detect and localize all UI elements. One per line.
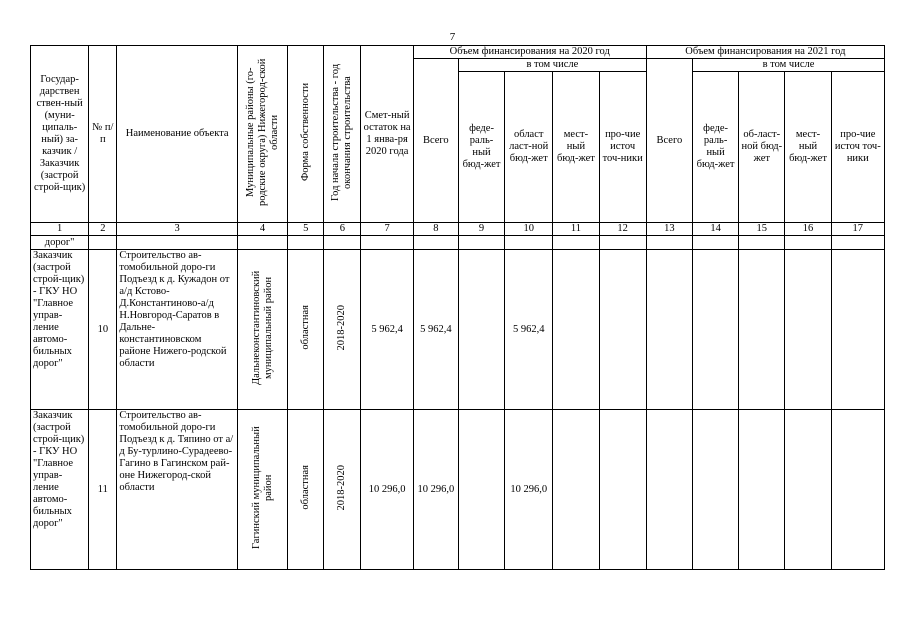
header-regional-2021: об-ласт-ной бюд-жет [739, 72, 785, 223]
header-row-top [31, 46, 885, 59]
header-federal-2020: феде-раль-ный бюд-жет [458, 72, 504, 223]
financing-table [30, 45, 885, 570]
header-district: Муниципальные районы (го-родские округа) Нижегород-ской области [237, 46, 287, 223]
row-estimate: 10 296,0 [361, 410, 413, 570]
header-customer: Государ-дарствен ствен-ный (муни-ципаль-ный) за-казчик / Заказчик (застрой строй-щик) [31, 46, 89, 223]
header-incl-2021: в том числе [692, 59, 884, 72]
row-district: Гагинский муниципальный район [237, 410, 287, 570]
row-num: 11 [89, 410, 117, 570]
table-row [31, 250, 885, 410]
col-number: 9 [458, 223, 504, 236]
row-customer: Заказчик (застрой строй-щик) - ГКУ НО "Главное управ-ление автомо-бильных дорог" [31, 250, 89, 410]
col-number: 2 [89, 223, 117, 236]
header-ownership: Форма собственности [288, 46, 324, 223]
header-fin-2020: Объем финансирования на 2020 год [413, 46, 646, 59]
row-object: Строительство ав-томобильной доро-ги Подъезд к д. Кужадон от а/д Кстово-Д.Константиново-а/д Н.Новгород-Саратов в Дальне-константиновском районе Нижего-родской области [117, 250, 238, 410]
col-number: 15 [739, 223, 785, 236]
header-num: № п/п [89, 46, 117, 223]
col-number: 13 [646, 223, 692, 236]
header-other-2020: про-чие источ точ-ники [599, 72, 646, 223]
header-other-2021: про-чие источ точ-ники [831, 72, 884, 223]
header-federal-2021: феде-раль-ный бюд-жет [692, 72, 738, 223]
row-years: 2018-2020 [324, 250, 361, 410]
col-number: 7 [361, 223, 413, 236]
header-local-2020: мест-ный бюд-жет [553, 72, 599, 223]
row-num: 10 [89, 250, 117, 410]
col-number: 8 [413, 223, 458, 236]
row-ownership: областная [288, 250, 324, 410]
col-number: 4 [237, 223, 287, 236]
row-object: Строительство ав-томобильной доро-ги Подъезд к д. Тяпино от а/д Бу-турлино-Сурадеево-Гагино в Гагинском рай-оне Нижегород-ской области [117, 410, 238, 570]
row-district: Дальнеконстантиновский муниципальный район [237, 250, 287, 410]
col-number: 17 [831, 223, 884, 236]
col-number: 11 [553, 223, 599, 236]
header-local-2021: мест-ный бюд-жет [785, 72, 831, 223]
header-total-2020: Всего [413, 59, 458, 223]
header-object: Наименование объекта [117, 46, 238, 223]
col-number: 5 [288, 223, 324, 236]
col-number: 3 [117, 223, 238, 236]
header-estimate: Смет-ный остаток на 1 янва-ря 2020 года [361, 46, 413, 223]
col-number: 12 [599, 223, 646, 236]
row-estimate: 5 962,4 [361, 250, 413, 410]
column-numbers-row [31, 223, 885, 236]
col-number: 16 [785, 223, 831, 236]
header-fin-2021: Объем финансирования на 2021 год [646, 46, 884, 59]
row-regional-2020: 5 962,4 [505, 250, 553, 410]
col-number: 1 [31, 223, 89, 236]
table-row [31, 410, 885, 570]
header-regional-2020: област ласт-ной бюд-жет [505, 72, 553, 223]
col-number: 6 [324, 223, 361, 236]
row-regional-2020: 10 296,0 [505, 410, 553, 570]
row-years: 2018-2020 [324, 410, 361, 570]
row-total-2020: 10 296,0 [413, 410, 458, 570]
row-customer: Заказчик (застрой строй-щик) - ГКУ НО "Главное управ-ление автомо-бильных дорог" [31, 410, 89, 570]
row-ownership: областная [288, 410, 324, 570]
page-number: 7 [449, 31, 456, 43]
col-number: 10 [505, 223, 553, 236]
header-incl-2020: в том числе [458, 59, 646, 72]
col-number: 14 [692, 223, 738, 236]
header-total-2021: Всего [646, 59, 692, 223]
header-years: Год начала строительства - год окончания строительства [324, 46, 361, 223]
continuation-row [31, 236, 885, 250]
continuation-text: дорог" [31, 236, 89, 250]
row-total-2020: 5 962,4 [413, 250, 458, 410]
